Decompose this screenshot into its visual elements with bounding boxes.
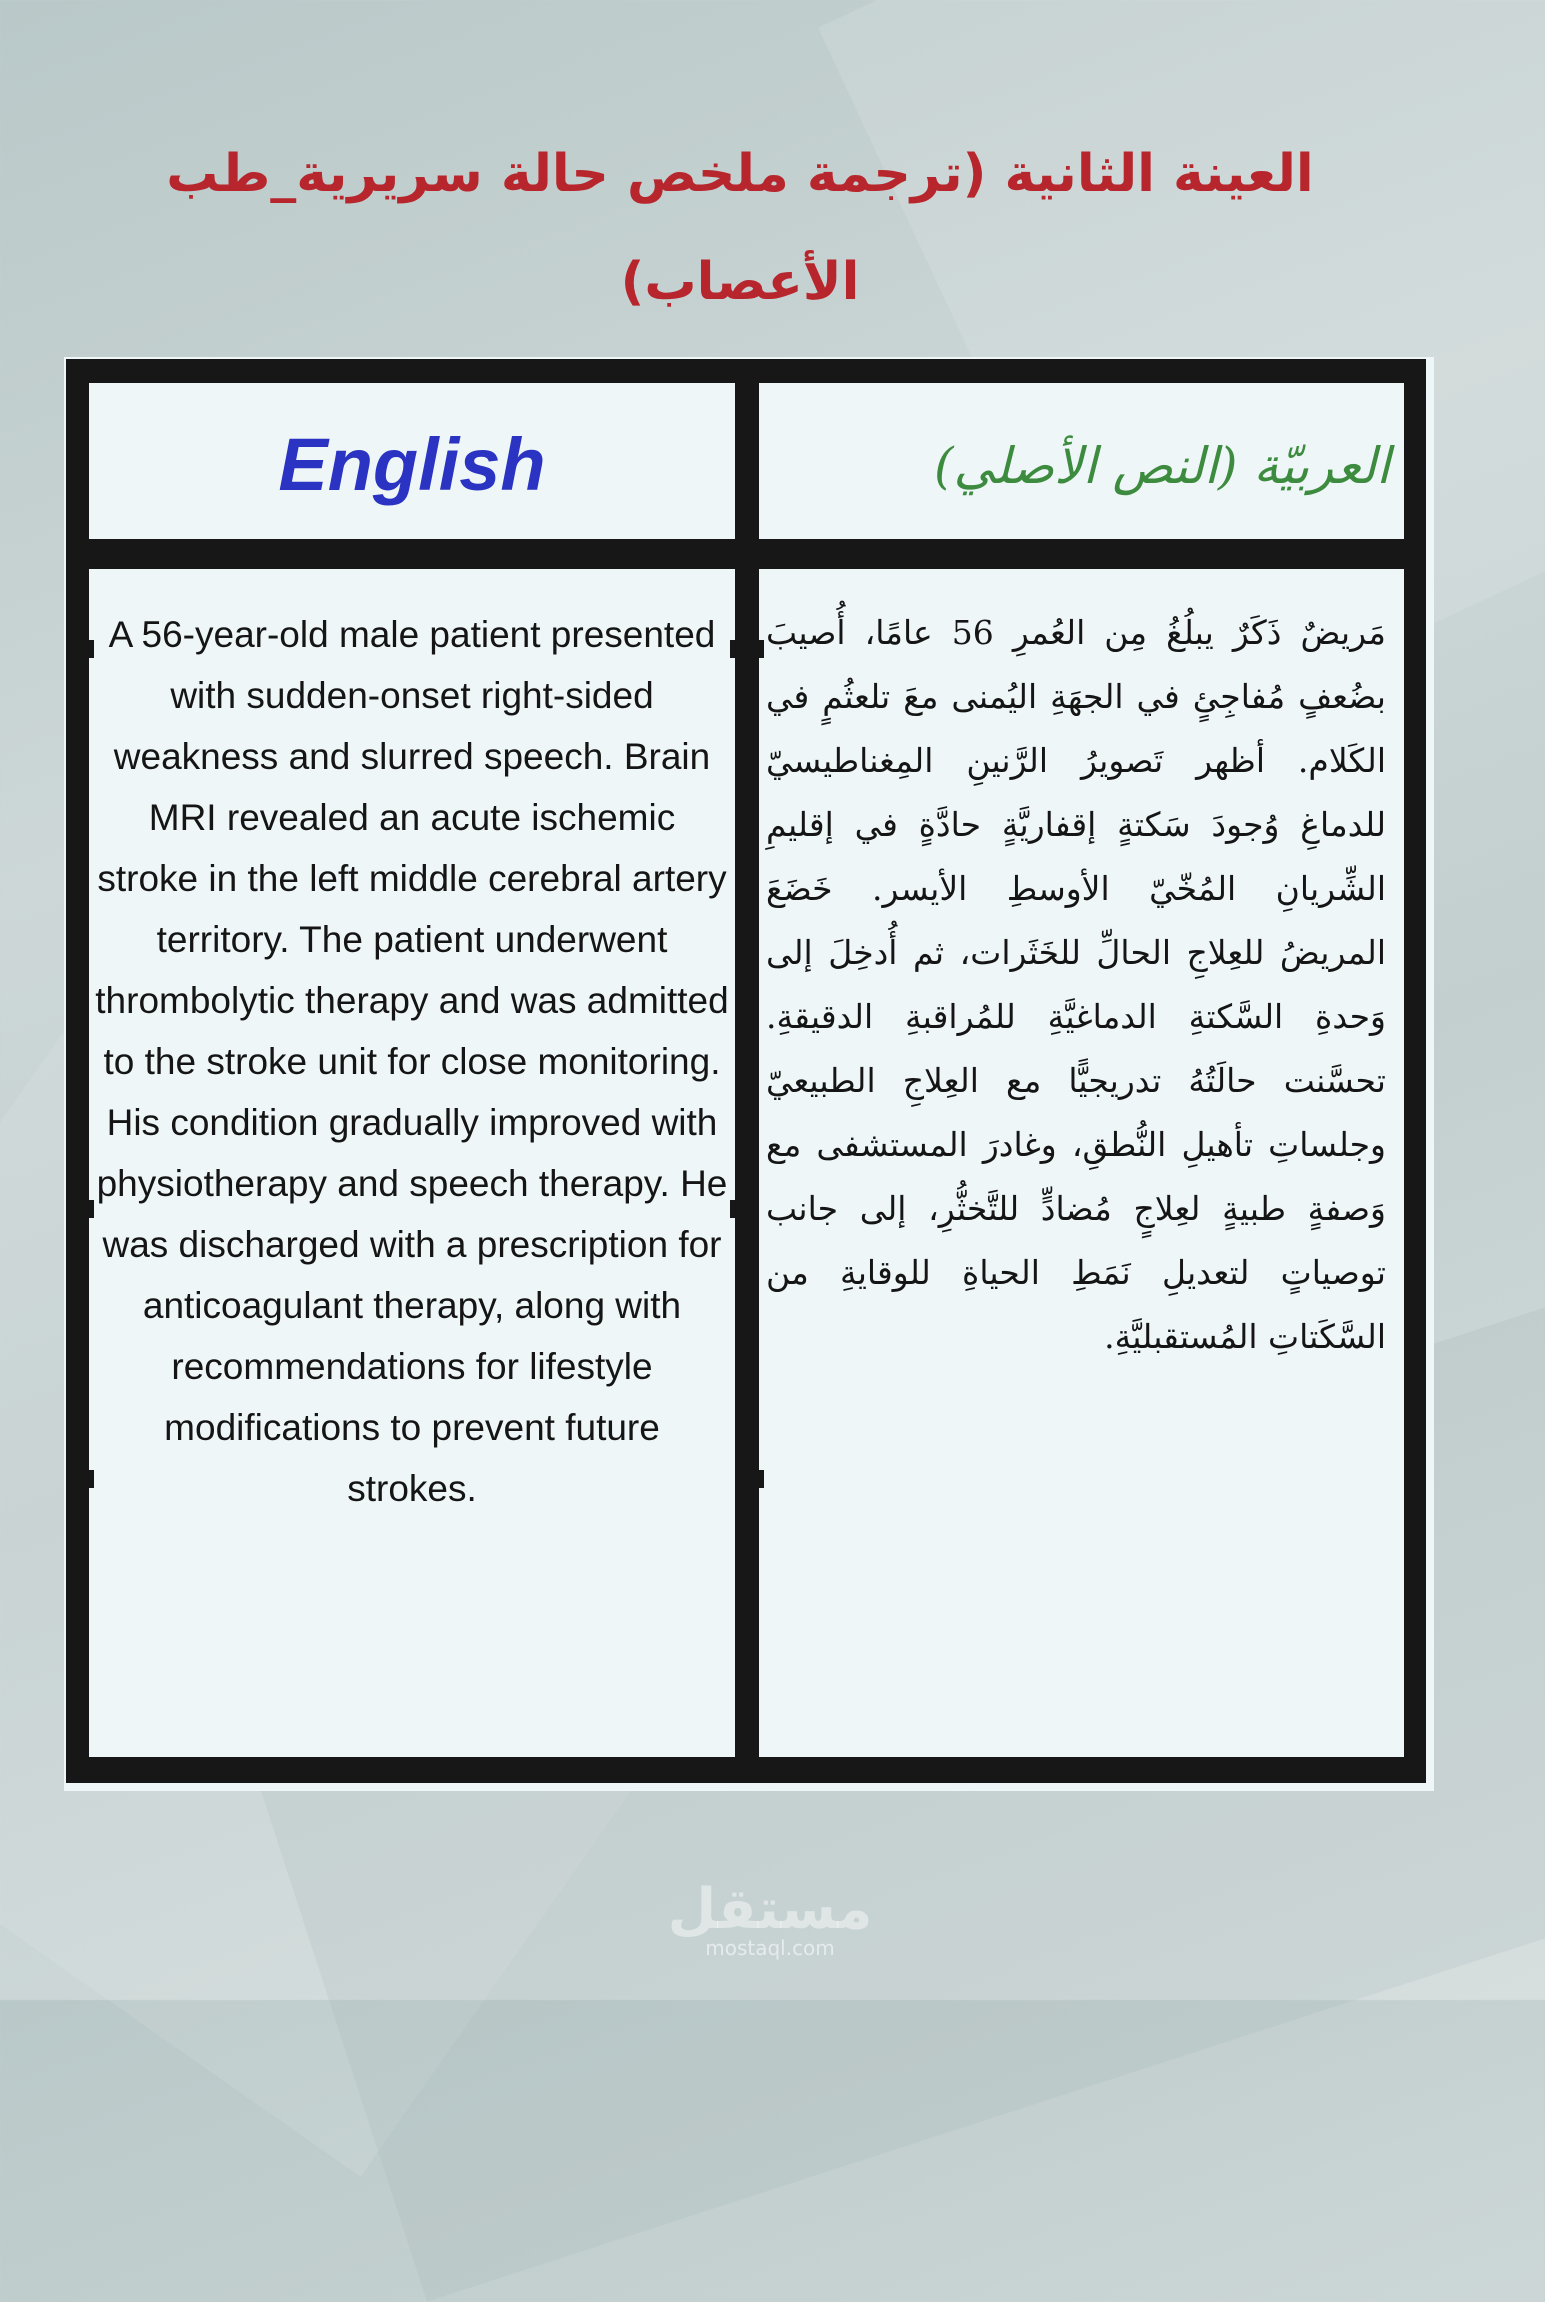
arabic-text: مَريضٌ ذَكَرٌ يبلُغُ مِن العُمرِ 56 عامًا، أُصيبَ بضُعفٍ مُفاجِئٍ في الجهَةِ اليُمنى معَ تلعثُمٍ في الكَلام. أظهر تَصويرُ الرَّنينِ المِغناطيسيّ للدماغِ وُجودَ سَكتةٍ إقفاريَّةٍ حادَّةٍ في إقليمِ الشِّريانِ المُخّيّ الأوسطِ الأيسر. خَضَعَ المريضُ للعِلاجِ الحالِّ للخَثَرات، ثم أُدخِلَ إلى وَحدةِ السَّكتةِ الدماغيَّةِ للمُراقبةِ الدقيقةِ. تحسَّنت حالَتُهُ تدريجيًّا مع العِلاجِ الطبيعيّ وجلساتِ تأهيلِ النُّطقِ، وغادرَ المستشفى مع وَصفةٍ طبيةٍ لعِلاجٍ مُضادٍّ للتَّخثُّرِ، إلى جانب توصياتٍ لتعديلِ نَمَطِ الحياةِ للوقايةِ من السَّكَتاتِ المُستقبليَّةِ.: [766, 613, 1386, 1356]
arabic-header: العربيّة (النص الأصلي): [933, 437, 1390, 495]
frame-tick: [88, 1200, 94, 1218]
table-frame: [66, 359, 1426, 1783]
english-text: A 56-year-old male patient presented with sudden-onset right-sided weakness and slurred speech. Brain MRI revealed an acute ischemic stroke in the left middle cerebral artery territory. The patient underwent thrombolytic therapy and was admitted to the stroke unit for close monitoring. His condition gradually improved with physiotherapy and speech therapy. He was discharged with a prescription for anticoagulant therapy, along with recommendations for lifestyle modifications to prevent future strokes.: [95, 614, 729, 1509]
translation-table: [64, 357, 1434, 1791]
frame-tick: [758, 1470, 764, 1488]
watermark-url: mostaql.com: [705, 1936, 835, 1960]
english-header: English: [278, 423, 546, 506]
english-header-cell: [89, 383, 735, 539]
page-title: العينة الثانية (ترجمة ملخص حالة سريرية_طب الأعصاب): [166, 144, 1314, 312]
frame-tick: [730, 1200, 736, 1218]
english-text-cell: [89, 569, 735, 1757]
frame-tick: [88, 1470, 94, 1488]
frame-tick: [730, 640, 736, 658]
arabic-header-cell: [759, 383, 1404, 539]
watermark-logo: مستقل: [667, 1877, 873, 1942]
frame-tick: [758, 640, 764, 658]
frame-tick: [88, 640, 94, 658]
arabic-text-cell: [759, 569, 1404, 1757]
